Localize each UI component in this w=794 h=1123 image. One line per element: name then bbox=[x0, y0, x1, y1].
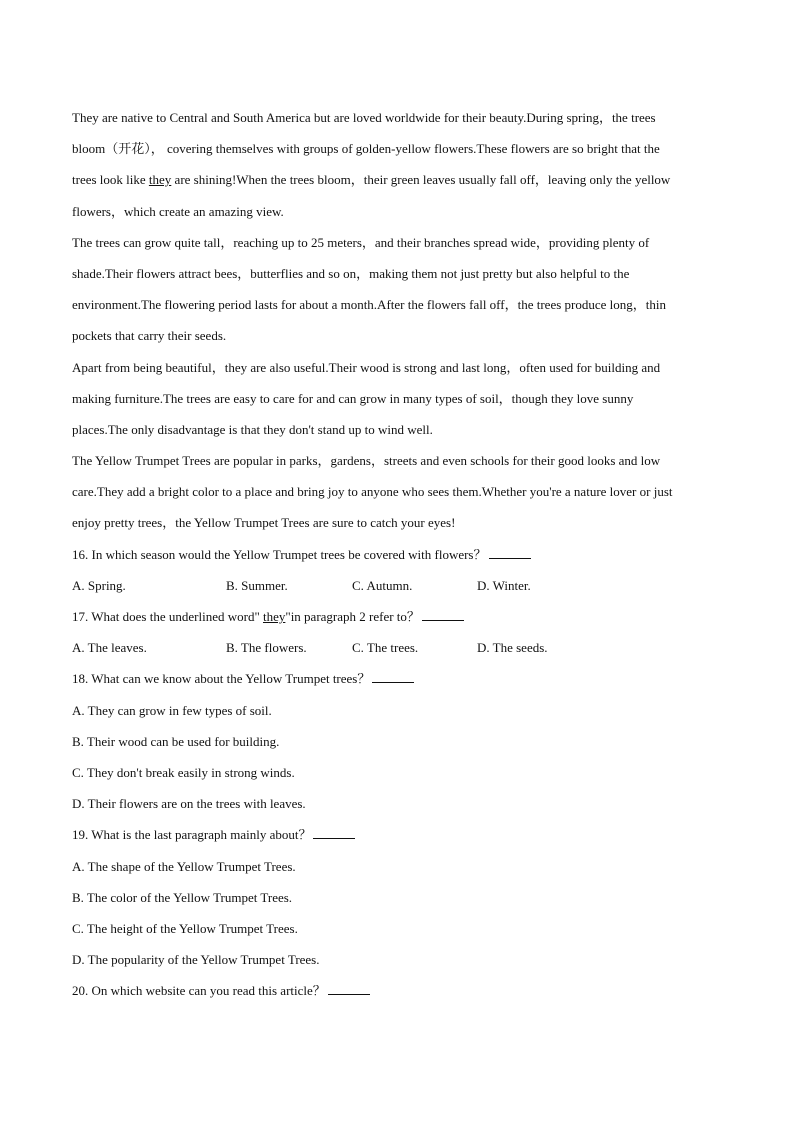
paragraph-line: making furniture.The trees are easy to care for and can grow in many types of soil，though they love sunny bbox=[72, 390, 634, 406]
answer-blank[interactable] bbox=[489, 544, 531, 559]
option-a: A. Spring. bbox=[72, 577, 126, 593]
question-stem bbox=[72, 819, 722, 850]
paragraph-line: The Yellow Trumpet Trees are popular in parks，gardens，streets and even schools for their good looks and low bbox=[72, 453, 661, 469]
option-d: D. The popularity of the Yellow Trumpet Trees. bbox=[72, 952, 320, 968]
question-20 bbox=[72, 975, 722, 1006]
paragraph-line bbox=[72, 164, 722, 195]
paragraph-line: care.They add a bright color to a place and bring joy to anyone who sees them.Whether you're a nature lover or just bbox=[72, 484, 673, 500]
question-text: 18. What can we know about the Yellow Trumpet trees？ bbox=[72, 671, 371, 687]
question-text: 17. What does the underlined word" bbox=[72, 609, 263, 624]
paragraph-2 bbox=[72, 227, 722, 352]
option-b: B. The flowers. bbox=[226, 640, 307, 656]
paragraph-line: Apart from being beautiful，they are also useful.Their wood is strong and last long，often used for building and bbox=[72, 359, 661, 375]
document-body bbox=[72, 102, 722, 1006]
question-17 bbox=[72, 601, 722, 663]
paragraph-line: flowers，which create an amazing view. bbox=[72, 203, 284, 219]
option-row bbox=[72, 570, 722, 601]
option-b: B. The color of the Yellow Trumpet Trees. bbox=[72, 889, 293, 905]
paragraph-line: The trees can grow quite tall，reaching up to 25 meters，and their branches spread wide，providing plenty of bbox=[72, 234, 650, 250]
option-a: A. They can grow in few types of soil. bbox=[72, 702, 272, 718]
question-19 bbox=[72, 819, 722, 975]
answer-blank[interactable] bbox=[313, 824, 355, 839]
paragraph-line: environment.The flowering period lasts for about a month.After the flowers fall off，the trees produce long，thin bbox=[72, 297, 666, 313]
option-c: C. Autumn. bbox=[352, 577, 413, 593]
question-text: "in paragraph 2 refer to？ bbox=[285, 609, 420, 624]
option-a: A. The leaves. bbox=[72, 640, 147, 656]
option-d: D. Winter. bbox=[477, 577, 531, 593]
question-18 bbox=[72, 663, 722, 819]
question-text: 20. On which website can you read this article？ bbox=[72, 983, 326, 999]
paragraph-line: bloom（开花）， covering themselves with groups of golden-yellow flowers.These flowers are so bright that the bbox=[72, 141, 660, 157]
answer-blank[interactable] bbox=[422, 606, 464, 621]
paragraph-line: shade.Their flowers attract bees，butterflies and so on，making them not just pretty but also helpful to the bbox=[72, 265, 630, 281]
option-d: D. Their flowers are on the trees with leaves. bbox=[72, 796, 306, 812]
text-run: trees look like bbox=[72, 172, 149, 188]
answer-blank[interactable] bbox=[372, 668, 414, 683]
question-text: 16. In which season would the Yellow Trumpet trees be covered with flowers？ bbox=[72, 546, 487, 562]
text-run: are shining!When the trees bloom，their green leaves usually fall off，leaving only the yellow bbox=[171, 172, 671, 188]
option-c: C. They don't break easily in strong winds. bbox=[72, 764, 295, 780]
option-row bbox=[72, 632, 722, 663]
option-c: C. The trees. bbox=[352, 640, 419, 656]
answer-blank[interactable] bbox=[328, 980, 370, 995]
question-text: 19. What is the last paragraph mainly about？ bbox=[72, 827, 312, 843]
option-b: B. Summer. bbox=[226, 577, 288, 593]
paragraph-1 bbox=[72, 102, 722, 227]
option-d: D. The seeds. bbox=[477, 640, 548, 656]
question-stem bbox=[72, 539, 722, 570]
question-16 bbox=[72, 539, 722, 601]
question-stem bbox=[72, 975, 722, 1006]
underlined-word: they bbox=[263, 609, 286, 624]
question-stem bbox=[72, 601, 722, 632]
option-c: C. The height of the Yellow Trumpet Trees. bbox=[72, 920, 298, 936]
underlined-word: they bbox=[148, 172, 172, 188]
paragraph-line: enjoy pretty trees，the Yellow Trumpet Trees are sure to catch your eyes! bbox=[72, 515, 456, 531]
paragraph-4 bbox=[72, 445, 722, 539]
paragraph-line: They are native to Central and South America but are loved worldwide for their beauty.During spring，the trees bbox=[72, 110, 656, 125]
question-stem bbox=[72, 663, 722, 694]
paragraph-line: places.The only disadvantage is that they don't stand up to wind well. bbox=[72, 421, 433, 437]
option-b: B. Their wood can be used for building. bbox=[72, 733, 280, 749]
paragraph-3 bbox=[72, 352, 722, 446]
option-a: A. The shape of the Yellow Trumpet Trees. bbox=[72, 858, 296, 874]
paragraph-line: pockets that carry their seeds. bbox=[72, 328, 227, 344]
